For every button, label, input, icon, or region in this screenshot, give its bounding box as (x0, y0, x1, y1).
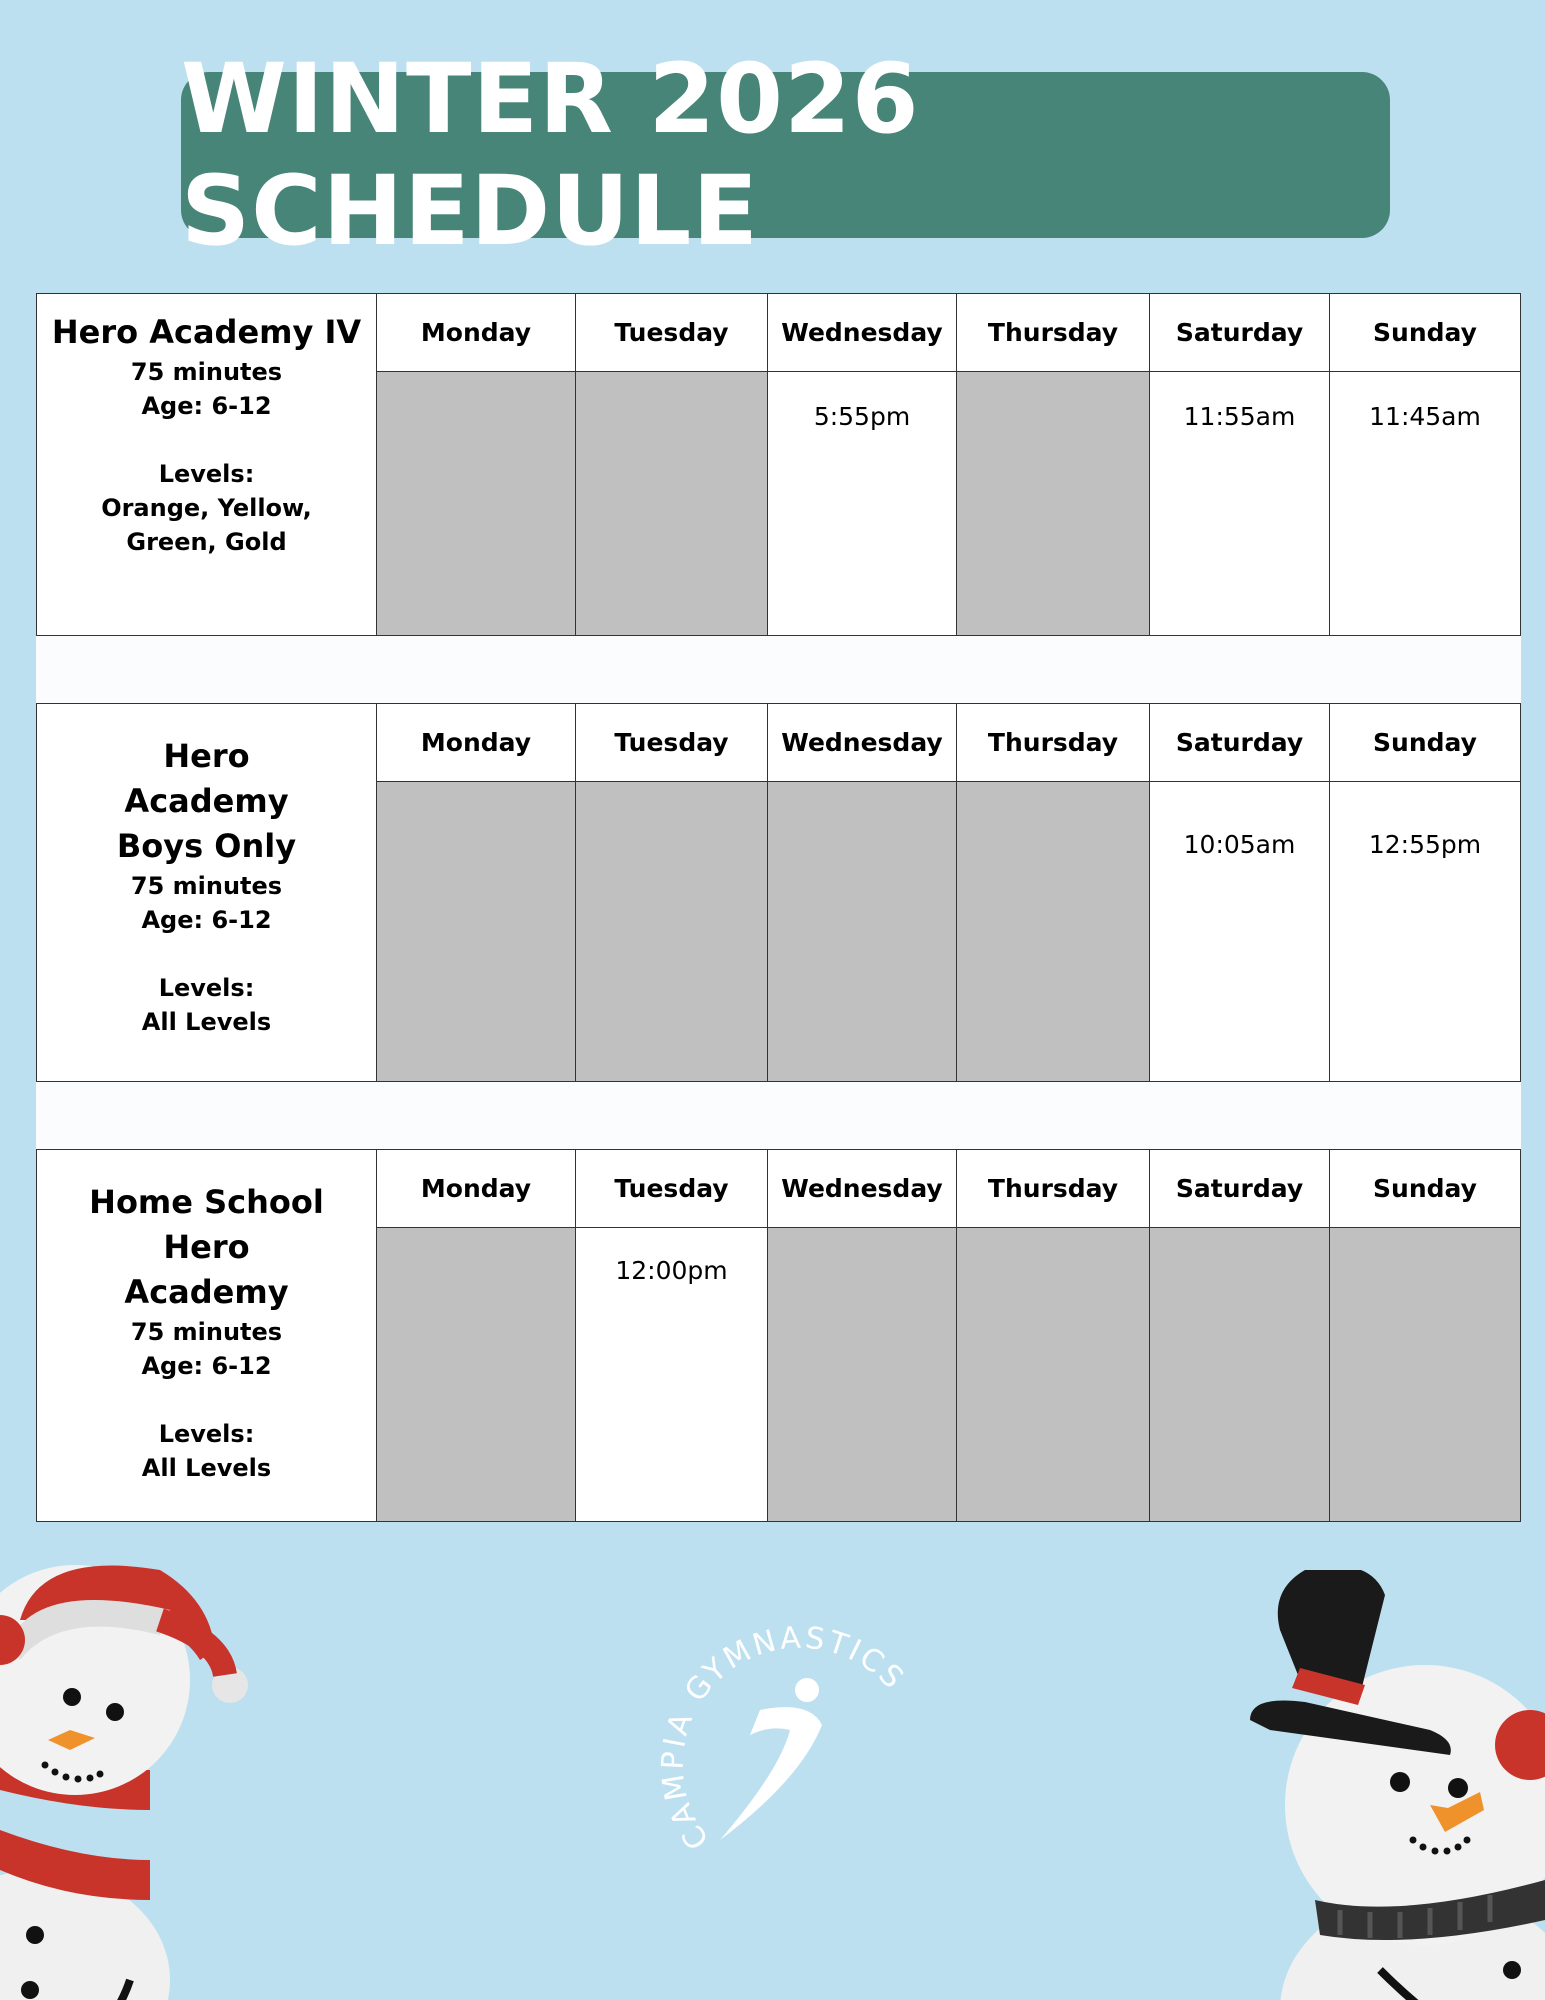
day-column (768, 294, 957, 635)
program-info (37, 1150, 377, 1521)
page-title: WINTER 2026 SCHEDULE (181, 43, 920, 267)
program-name: Hero Academy IV (51, 313, 362, 351)
program-levels: All Levels (141, 1454, 272, 1482)
day-column (768, 1150, 957, 1521)
day-header: Monday (377, 1150, 575, 1228)
section-spacer (36, 1082, 1521, 1149)
class-time: 11:45am (1369, 402, 1481, 431)
class-time: 12:00pm (615, 1256, 728, 1285)
class-time-cell (1150, 782, 1329, 1081)
section-spacer (36, 636, 1521, 703)
class-time: 12:55pm (1368, 830, 1482, 859)
day-header: Wednesday (768, 704, 956, 782)
unavailable-cell (957, 1228, 1149, 1521)
logo-text: CAMPIA GYMNASTICS (655, 1620, 912, 1856)
program-age: Age: 6-12 (141, 906, 272, 934)
day-column (1330, 704, 1520, 1081)
program-age: Age: 6-12 (141, 392, 272, 420)
program-duration: 75 minutes (130, 872, 283, 900)
day-header: Sunday (1330, 704, 1520, 782)
campia-gymnastics-logo (640, 1600, 920, 1860)
day-header: Saturday (1150, 704, 1329, 782)
class-time-cell (1330, 372, 1520, 635)
day-header: Sunday (1330, 1150, 1520, 1228)
schedule-table (36, 703, 1521, 1082)
day-column (1150, 704, 1330, 1081)
day-column (957, 294, 1150, 635)
class-time-cell (1330, 782, 1520, 1081)
program-levels-label: Levels: (158, 974, 255, 1002)
program-levels: All Levels (141, 1008, 272, 1036)
day-column (377, 704, 576, 1081)
day-header: Wednesday (768, 1150, 956, 1228)
unavailable-cell (1150, 1228, 1329, 1521)
day-header: Wednesday (768, 294, 956, 372)
day-header: Tuesday (576, 294, 767, 372)
day-column (1150, 1150, 1330, 1521)
schedule-table (36, 293, 1521, 636)
snowman-top-hat (1230, 1570, 1545, 2000)
program-duration: 75 minutes (130, 358, 283, 386)
class-time-cell (576, 1228, 767, 1521)
program-levels-label: Levels: (158, 460, 255, 488)
program-age: Age: 6-12 (141, 1352, 272, 1380)
unavailable-cell (768, 782, 956, 1081)
class-time: 10:05am (1183, 830, 1296, 859)
day-column (576, 704, 768, 1081)
class-time-cell (1150, 372, 1329, 635)
title-banner (181, 43, 1390, 267)
class-time: 11:55am (1183, 402, 1296, 431)
class-time: 5:55pm (813, 402, 911, 431)
day-column (1150, 294, 1330, 635)
unavailable-cell (1330, 1228, 1520, 1521)
schedule-table (36, 1149, 1521, 1522)
day-column (957, 1150, 1150, 1521)
day-column (768, 704, 957, 1081)
day-header: Saturday (1150, 294, 1329, 372)
unavailable-cell (957, 782, 1149, 1081)
day-column (576, 294, 768, 635)
program-info (37, 704, 377, 1081)
unavailable-cell (576, 372, 767, 635)
program-info (37, 294, 377, 635)
day-header: Tuesday (576, 1150, 767, 1228)
unavailable-cell (957, 372, 1149, 635)
svg-text:CAMPIA GYMNASTICS (655, 1620, 911, 1855)
unavailable-cell (377, 782, 575, 1081)
day-header: Monday (377, 294, 575, 372)
program-levels: Orange, Yellow, Green, Gold (101, 494, 312, 556)
day-column (377, 294, 576, 635)
day-column (377, 1150, 576, 1521)
day-column (957, 704, 1150, 1081)
class-time-cell (768, 372, 956, 635)
unavailable-cell (576, 782, 767, 1081)
program-name: Hero Academy Boys Only (116, 737, 297, 865)
day-header: Thursday (957, 1150, 1149, 1228)
day-column (576, 1150, 768, 1521)
day-header: Sunday (1330, 294, 1520, 372)
day-header: Saturday (1150, 1150, 1329, 1228)
day-header: Thursday (957, 704, 1149, 782)
day-column (1330, 1150, 1520, 1521)
program-name: Home School Hero Academy (89, 1183, 324, 1311)
unavailable-cell (768, 1228, 956, 1521)
day-header: Monday (377, 704, 575, 782)
day-column (1330, 294, 1520, 635)
unavailable-cell (377, 1228, 575, 1521)
unavailable-cell (377, 372, 575, 635)
day-header: Tuesday (576, 704, 767, 782)
day-header: Thursday (957, 294, 1149, 372)
program-levels-label: Levels: (158, 1420, 255, 1448)
program-duration: 75 minutes (130, 1318, 283, 1346)
snowman-santa-hat (0, 1560, 260, 2000)
